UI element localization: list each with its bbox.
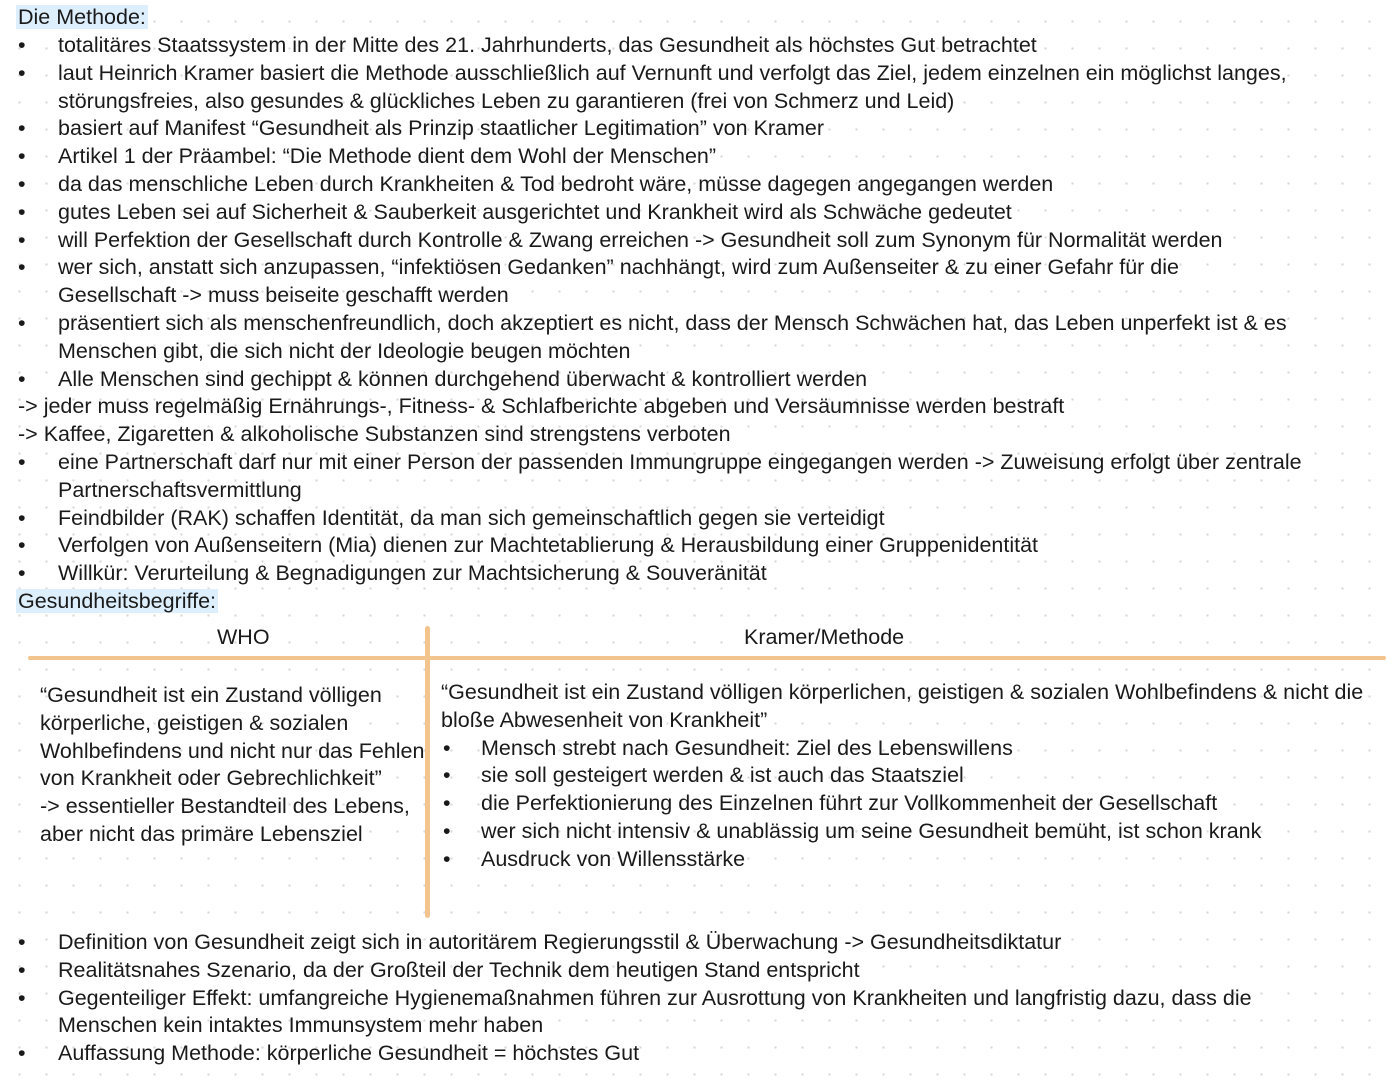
section-title-gesundheitsbegriffe bbox=[16, 588, 218, 616]
list-item: • basiert auf Manifest “Gesundheit als Prinzip staatlicher Legitimation” von Kramer bbox=[16, 115, 1386, 143]
table-cell-who bbox=[40, 682, 425, 849]
list-item: • eine Partnerschaft darf nur mit einer Person der passenden Immungruppe eingegangen werden -> Zuweisung erfolgt über zentrale Partnerschaftsvermittlung bbox=[16, 449, 1386, 505]
list-item: • Definition von Gesundheit zeigt sich in autoritärem Regierungsstil & Überwachung -> Gesundheitsdiktatur bbox=[16, 929, 1386, 957]
list-item: • wer sich nicht intensiv & unablässig um seine Gesundheit bemüht, ist schon krank bbox=[441, 818, 1381, 846]
table-vertical-divider bbox=[425, 626, 430, 918]
list-item: • Gegenteiliger Effekt: umfangreiche Hygienemaßnahmen führen zur Ausrottung von Krankheiten und langfristig dazu, dass die Menschen kein intaktes Immunsystem mehr haben bbox=[16, 985, 1386, 1041]
conclusion-list bbox=[16, 929, 1386, 1068]
list-item: • Auffassung Methode: körperliche Gesundheit = höchstes Gut bbox=[16, 1040, 1386, 1068]
list-item-arrow: -> Kaffee, Zigaretten & alkoholische Substanzen sind strengstens verboten bbox=[18, 422, 731, 447]
list-item: • Alle Menschen sind gechippt & können durchgehend überwacht & kontrolliert werden bbox=[16, 366, 1386, 394]
list-item: • die Perfektionierung des Einzelnen führt zur Vollkommenheit der Gesellschaft bbox=[441, 790, 1381, 818]
list-item: • Ausdruck von Willensstärke bbox=[441, 846, 1381, 874]
table-header-kramer: Kramer/Methode bbox=[744, 625, 905, 649]
table-cell-kramer bbox=[441, 679, 1381, 874]
list-item: • gutes Leben sei auf Sicherheit & Sauberkeit ausgerichtet und Krankheit wird als Schwäche gedeutet bbox=[16, 199, 1386, 227]
list-item: • laut Heinrich Kramer basiert die Methode ausschließlich auf Vernunft und verfolgt das Ziel, jedem einzelnen ein möglichst langes, störungsfreies, also gesundes & glückliches Leben zu garantieren (frei von Schmerz und Leid) bbox=[16, 60, 1386, 116]
list-item: • Willkür: Verurteilung & Begnadigungen zur Machtsicherung & Souveränität bbox=[16, 560, 1386, 588]
section-title-methode bbox=[16, 4, 148, 32]
table-horizontal-divider bbox=[28, 656, 1386, 660]
section-title-text: Gesundheitsbegriffe: bbox=[18, 589, 217, 613]
list-item: • Verfolgen von Außenseitern (Mia) dienen zur Machtetablierung & Herausbildung einer Gruppenidentität bbox=[16, 532, 1386, 560]
list-item-arrow: -> jeder muss regelmäßig Ernährungs-, Fitness- & Schlafberichte abgeben und Versäumnisse werden bestraft bbox=[18, 394, 1065, 419]
list-item: • Feindbilder (RAK) schaffen Identität, da man sich gemeinschaftlich gegen sie verteidigt bbox=[16, 505, 1386, 533]
list-item: • präsentiert sich als menschenfreundlich, doch akzeptiert es nicht, dass der Mensch Schwächen hat, das Leben unperfekt ist & es Menschen gibt, die sich nicht der Ideologie beugen möchten bbox=[16, 310, 1386, 366]
list-item: • Mensch strebt nach Gesundheit: Ziel des Lebenswillens bbox=[441, 735, 1381, 763]
methode-list bbox=[16, 32, 1386, 588]
who-quote: “Gesundheit ist ein Zustand völligen körperliche, geistigen & sozialen Wohlbefindens und nicht nur das Fehlen von Krankheit oder Gebrechlichkeit” bbox=[40, 683, 425, 791]
list-item: • totalitäres Staatssystem in der Mitte des 21. Jahrhunderts, das Gesundheit als höchstes Gut betrachtet bbox=[16, 32, 1386, 60]
list-item: • sie soll gesteigert werden & ist auch das Staatsziel bbox=[441, 762, 1381, 790]
list-item: • Artikel 1 der Präambel: “Die Methode dient dem Wohl der Menschen” bbox=[16, 143, 1386, 171]
list-item: • Realitätsnahes Szenario, da der Großteil der Technik dem heutigen Stand entspricht bbox=[16, 957, 1386, 985]
table-header-who: WHO bbox=[217, 625, 270, 649]
list-item: • wer sich, anstatt sich anzupassen, “infektiösen Gedanken” nachhängt, wird zum Außenseiter & zu einer Gefahr für die Gesellschaft -> muss beiseite geschafft werden bbox=[16, 254, 1386, 310]
list-item: • will Perfektion der Gesellschaft durch Kontrolle & Zwang erreichen -> Gesundheit soll zum Synonym für Normalität werden bbox=[16, 227, 1386, 255]
kramer-quote: “Gesundheit ist ein Zustand völligen körperlichen, geistigen & sozialen Wohlbefindens & nicht die bloße Abwesenheit von Krankheit” bbox=[441, 680, 1364, 732]
list-item: • da das menschliche Leben durch Krankheiten & Tod bedroht wäre, müsse dagegen angegangen werden bbox=[16, 171, 1386, 199]
section-title-text: Die Methode: bbox=[18, 5, 146, 29]
kramer-list bbox=[441, 735, 1381, 874]
who-note: -> essentieller Bestandteil des Lebens, aber nicht das primäre Lebensziel bbox=[40, 794, 410, 846]
